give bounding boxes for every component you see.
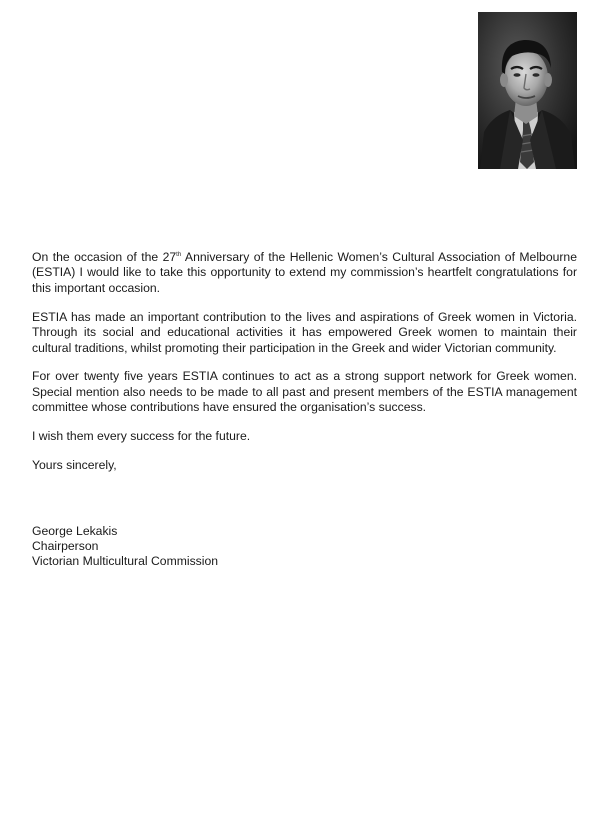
paragraph-support-network: For over twenty five years ESTIA continues to act as a strong support network for Greek women. Special mention also needs to be made to all past and present members of the ESTIA management committee whose contributions have ensured the organisation’s success. xyxy=(32,369,577,415)
paragraph-contribution: ESTIA has made an important contribution to the lives and aspirations of Greek women in Victoria. Through its social and educational activities it has empowered Greek women to maintain their cultural traditions, whilst promoting their participation in the Greek and wider Victorian community. xyxy=(32,309,577,355)
paragraph-anniversary xyxy=(32,250,577,296)
paragraph-anniversary-text-end: Anniversary of the Hellenic Women’s Cultural Association of Melbourne (ESTIA) I would like to take this opportunity to extend my commission’s heartfelt congratulations for this important occasion. xyxy=(32,250,577,295)
paragraph-wishes: I wish them every success for the future. xyxy=(32,429,251,444)
ordinal-suffix: th xyxy=(176,252,182,258)
signatory-title: Chairperson xyxy=(32,539,99,554)
signatory-name: George Lekakis xyxy=(32,523,118,538)
portrait-photo xyxy=(478,12,577,169)
closing-salutation: Yours sincerely, xyxy=(32,458,117,473)
portrait-illustration xyxy=(478,12,577,169)
signatory-organisation: Victorian Multicultural Commission xyxy=(32,554,219,569)
paragraph-anniversary-text-start: On the occasion of the 27 xyxy=(32,250,177,264)
letter-body xyxy=(32,250,577,570)
signature-block xyxy=(32,524,577,570)
signature-space xyxy=(32,487,577,524)
